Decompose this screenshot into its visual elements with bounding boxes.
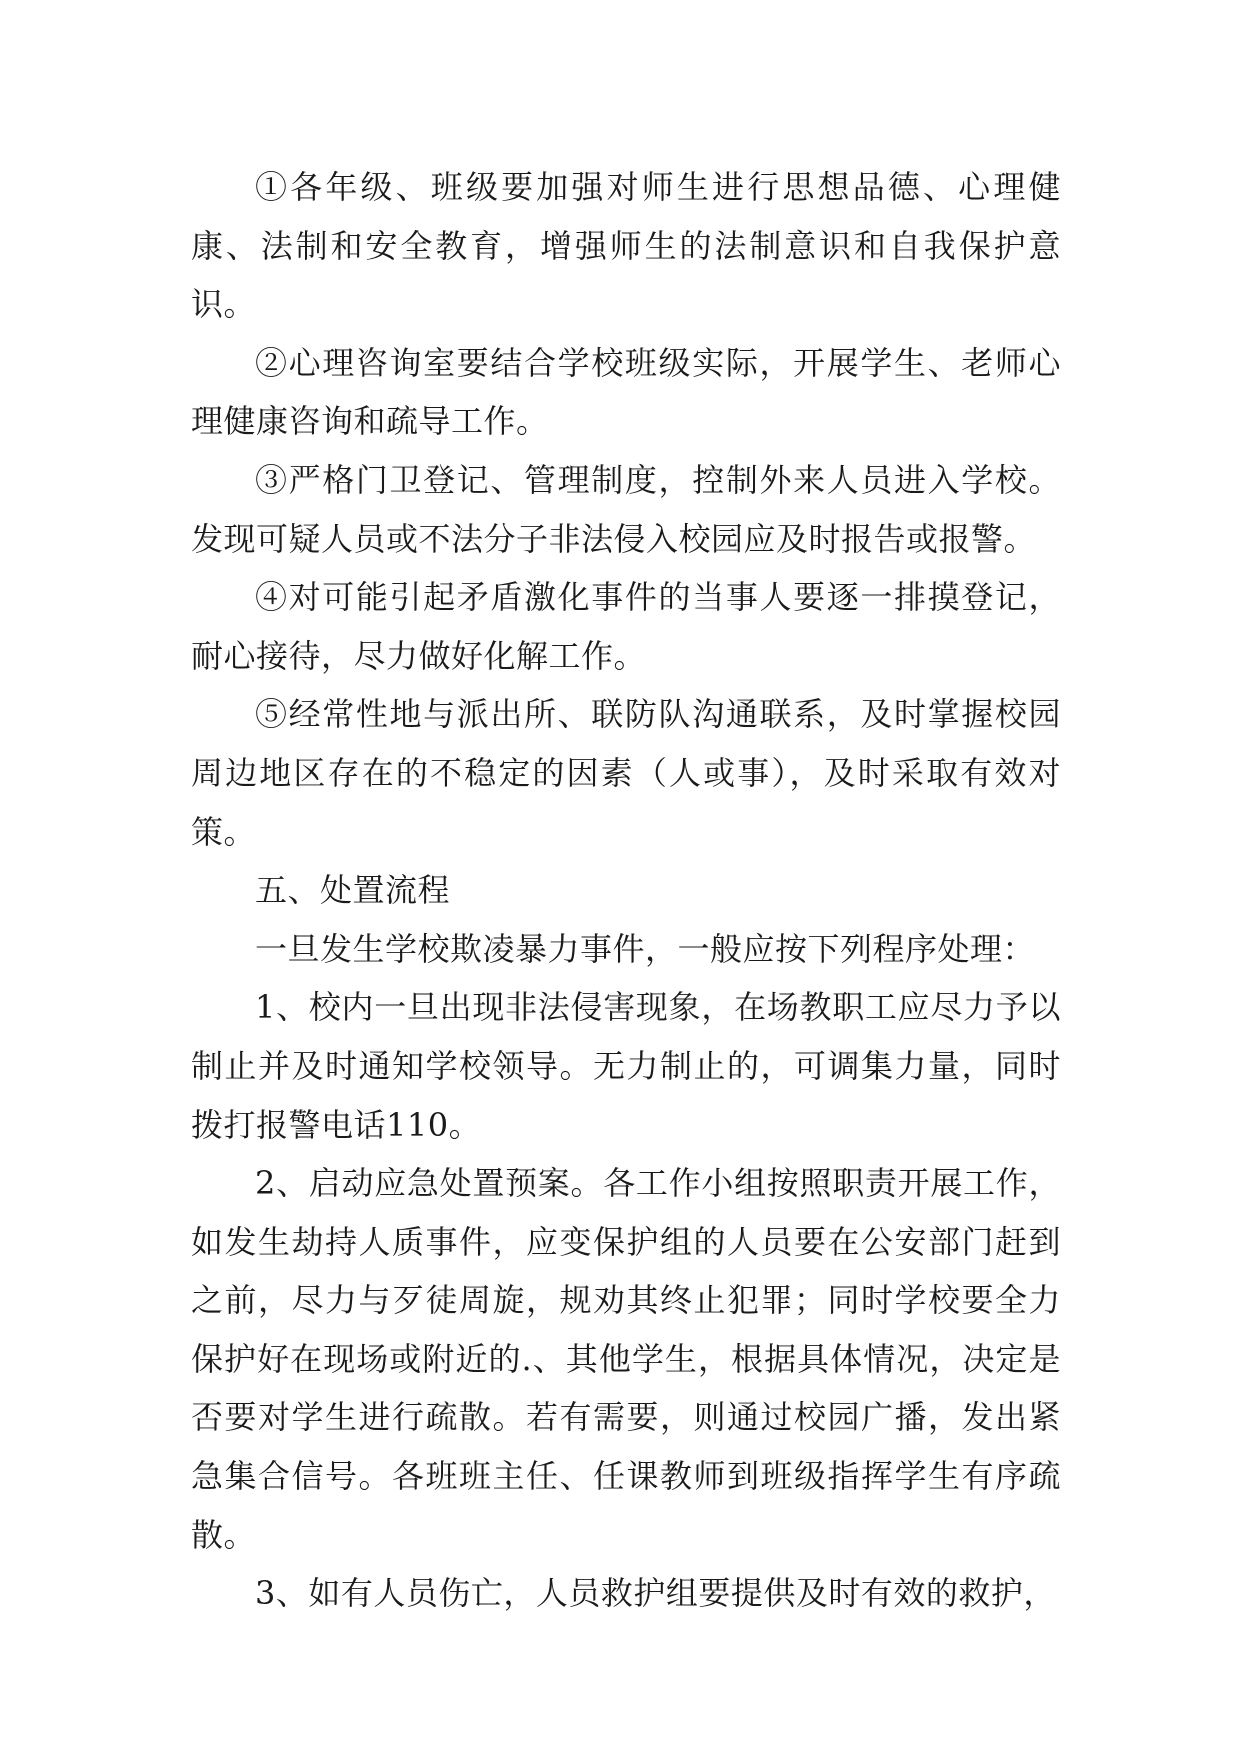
paragraph-gate-control: ③严格门卫登记、管理制度，控制外来人员进入学校。发现可疑人员或不法分子非法侵入校园应及时报告或报警。 [191, 460, 1061, 558]
section-heading-procedure: 五、处置流程 [255, 871, 451, 910]
paragraph-police-liaison: ⑤经常性地与派出所、联防队沟通联系，及时掌握校园周边地区存在的不稳定的因素（人或事），及时采取有效对策。 [191, 695, 1061, 851]
paragraph-education: ①各年级、班级要加强对师生进行思想品德、心理健康、法制和安全教育，增强师生的法制意识和自我保护意识。 [191, 168, 1061, 324]
paragraph-step-2: 2、启动应急处置预案。各工作小组按照职责开展工作，如发生劫持人质事件，应变保护组的人员要在公安部门赶到之前，尽力与歹徒周旋，规劝其终止犯罪；同时学校要全力保护好在现场或附近的.、其他学生，根据具体情况，决定是否要对学生进行疏散。若有需要，则通过校园广播，发出紧急集合信号。各班班主任、任课教师到班级指挥学生有序疏散。 [191, 1164, 1061, 1554]
paragraph-procedure-intro: 一旦发生学校欺凌暴力事件，一般应按下列程序处理： [255, 929, 1036, 968]
paragraph-counseling: ②心理咨询室要结合学校班级实际，开展学生、老师心理健康咨询和疏导工作。 [191, 343, 1061, 441]
paragraph-conflict-registration: ④对可能引起矛盾激化事件的当事人要逐一排摸登记，耐心接待，尽力做好化解工作。 [191, 578, 1061, 675]
paragraph-step-1: 1、校内一旦出现非法侵害现象，在场教职工应尽力予以制止并及时通知学校领导。无力制止的，可调集力量，同时拨打报警电话110。 [191, 988, 1061, 1144]
paragraph-step-3: 3、如有人员伤亡，人员救护组要提供及时有效的救护， [255, 1574, 1056, 1613]
document-body [191, 158, 1061, 1623]
